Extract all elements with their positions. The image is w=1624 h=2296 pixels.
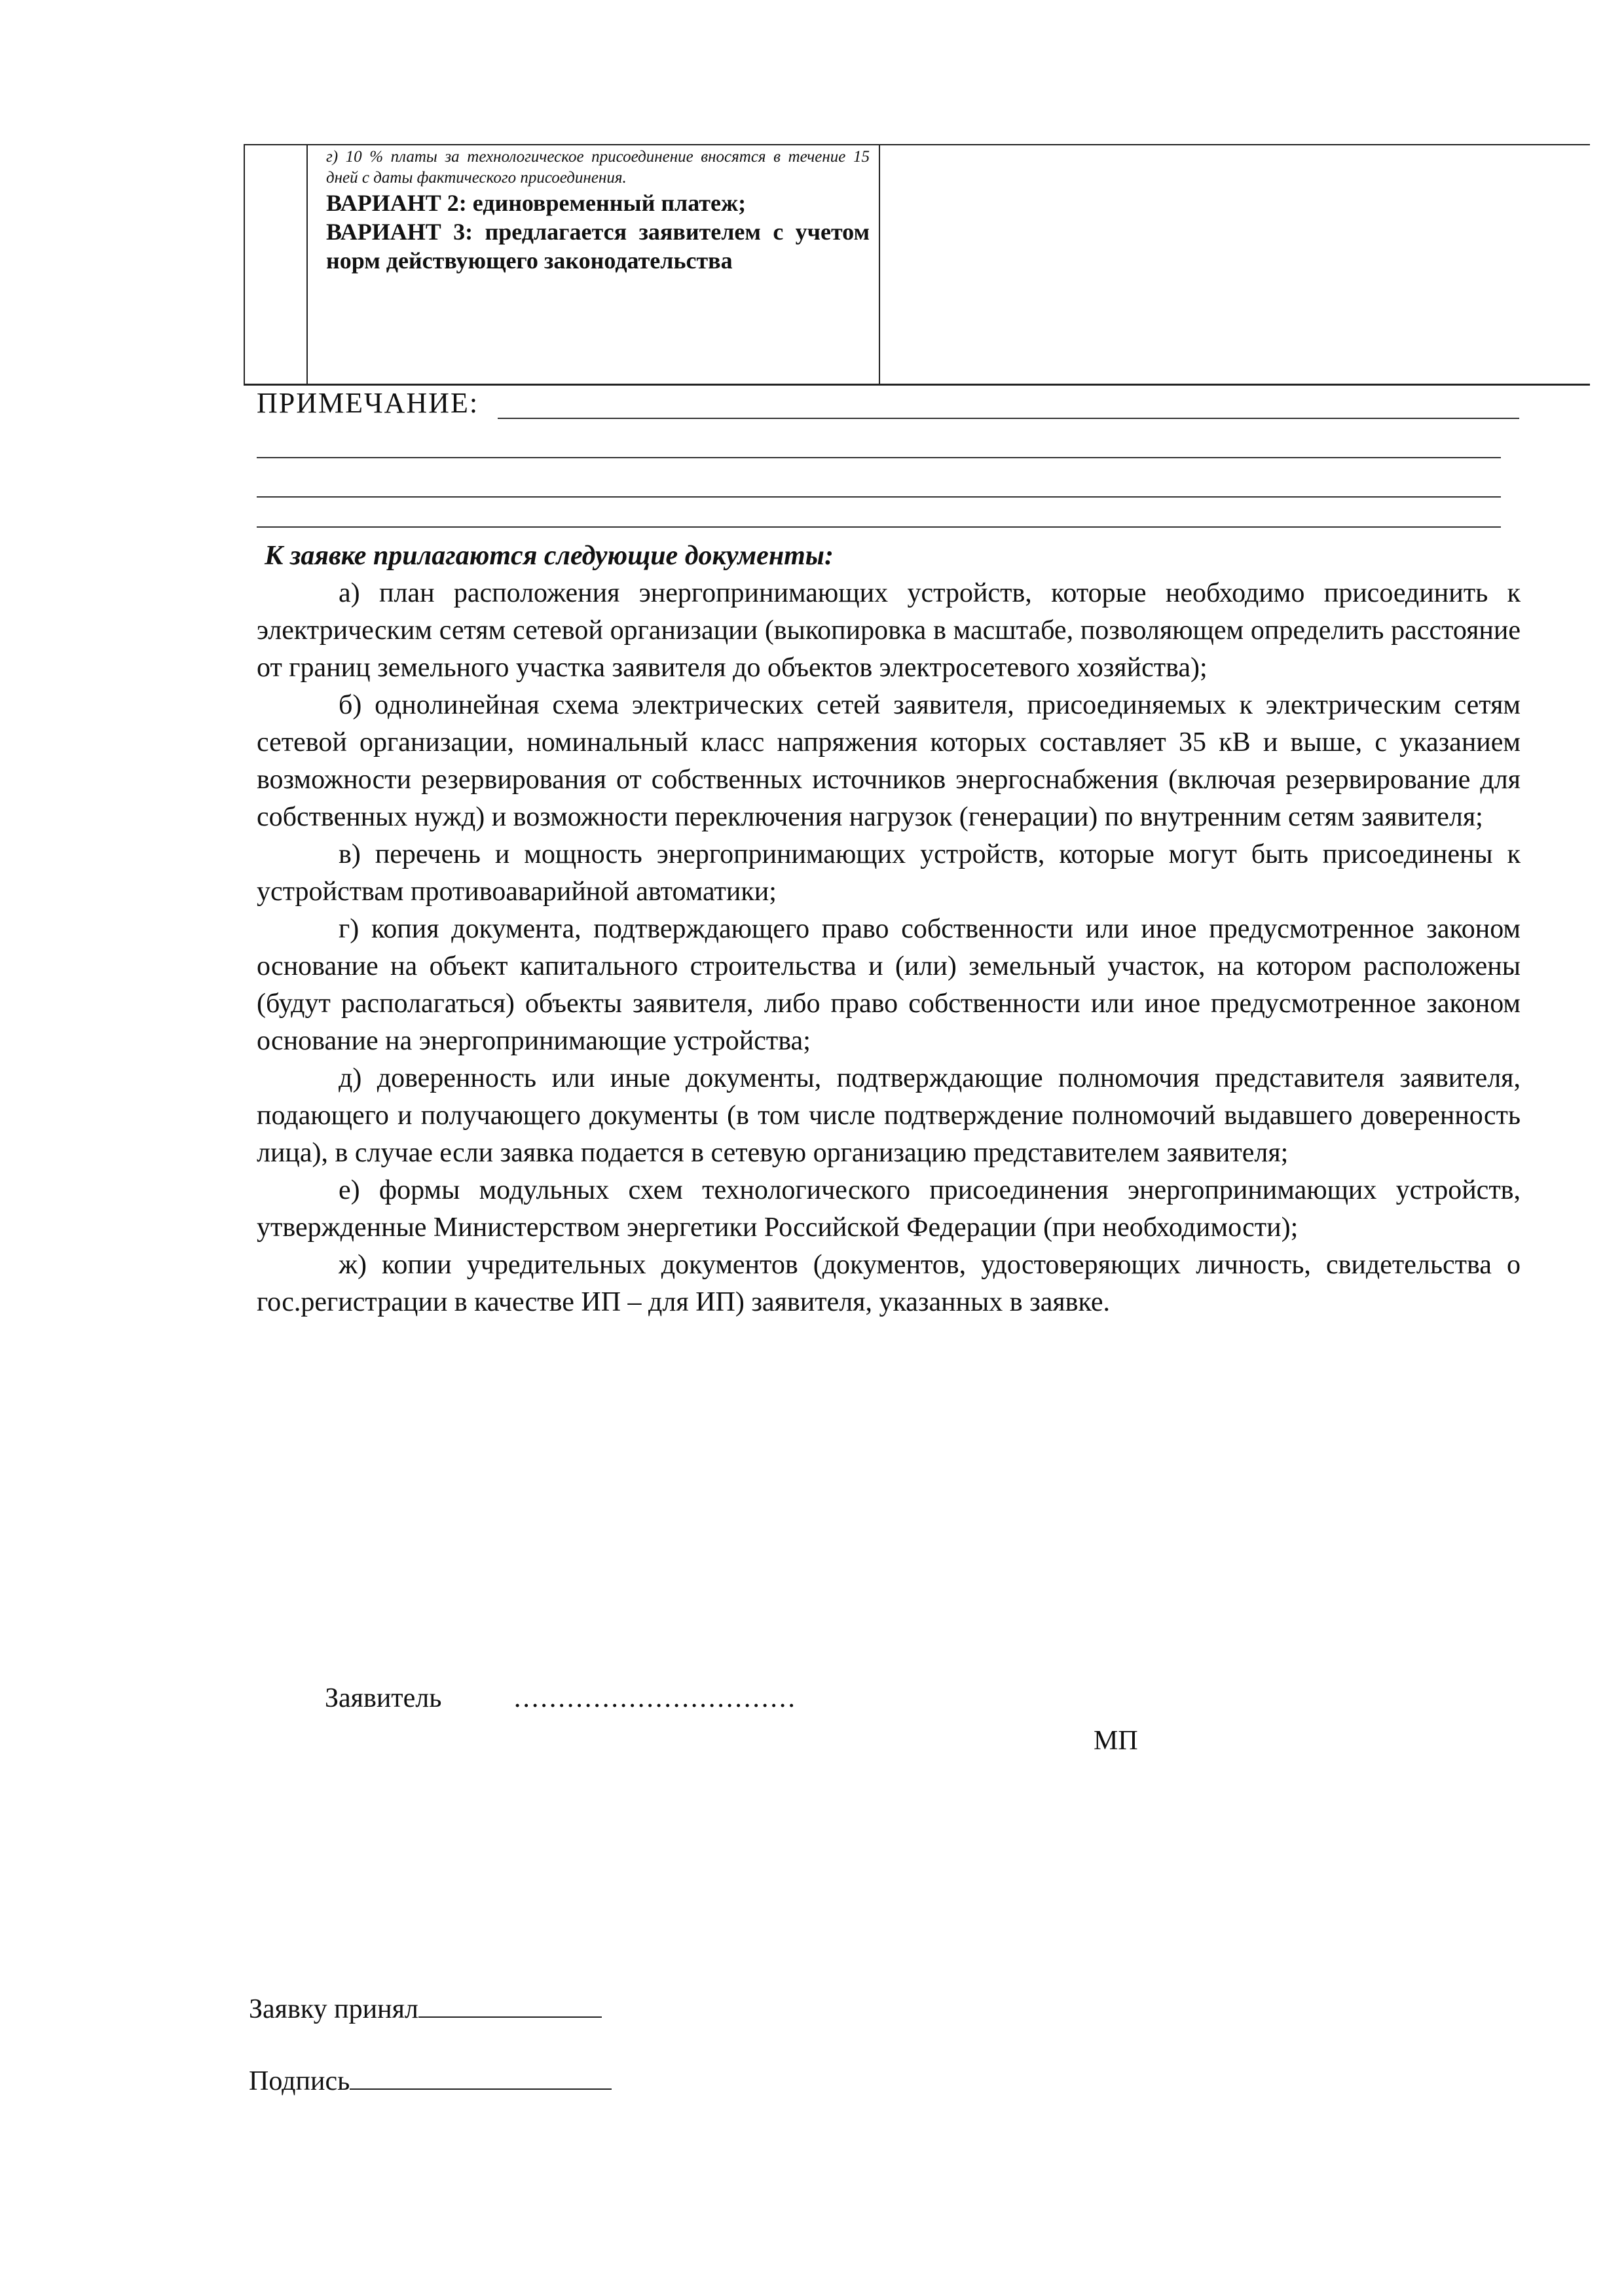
note-line-4 xyxy=(257,526,1501,528)
table-top-border xyxy=(244,144,1590,145)
accepted-by-line xyxy=(249,1990,602,2025)
accepted-label: Заявку принял xyxy=(249,1994,418,2024)
note-line-3 xyxy=(257,496,1501,498)
payment-variant-2: ВАРИАНТ 2: единовременный платеж; xyxy=(326,190,747,216)
table-left-border xyxy=(244,144,245,385)
signature-label: Подпись xyxy=(249,2066,350,2096)
note-line-1 xyxy=(498,418,1519,419)
applicant-signature-line xyxy=(325,1683,797,1714)
document-item-zh: ж) копии учредительных документов (документов, удостоверяющих личность, свидетельства о гос.регистрации в качестве ИП – для ИП) заявителя, указанных в заявке. xyxy=(257,1250,1521,1317)
payment-variant-3: ВАРИАНТ 3: предлагается заявителем с учетом норм действующего законодательства xyxy=(326,219,870,274)
document-item-d: д) доверенность или иные документы, подтверждающие полномочия представителя заявителя, подающего и получающего документы (в том числе подтверждение полномочий выдавшего доверенность лица), в случае если заявка подается в сетевую организацию представителем заявителя; xyxy=(257,1063,1521,1168)
applicant-signature-dots: ................................ xyxy=(513,1683,797,1713)
payment-terms-cell xyxy=(326,147,870,275)
document-item-v: в) перечень и мощность энергопринимающих устройств, которые могут быть присоединены к устройствам противоаварийной автоматики; xyxy=(257,839,1521,907)
payment-item-g: г) 10 % платы за технологическое присоединение вносятся в течение 15 дней с даты фактического присоединения. xyxy=(326,148,870,187)
note-line-2 xyxy=(257,457,1501,458)
signature-blank xyxy=(350,2062,612,2090)
applicant-label: Заявитель xyxy=(325,1683,442,1713)
note-label: ПРИМЕЧАНИЕ: xyxy=(257,387,479,419)
stamp-place: МП xyxy=(1094,1726,1138,1756)
accepted-blank xyxy=(418,1990,602,2018)
document-item-g: г) копия документа, подтверждающего право собственности или иное предусмотренное законом основание на объект капитального строительства и (или) земельный участок, на котором расположены (будут располагаться) объекты заявителя, либо право собственности или иное предусмотренное законом основание на энергопринимающие устройства; xyxy=(257,914,1521,1056)
document-item-a: а) план расположения энергопринимающих устройств, которые необходимо присоединить к электрическим сетям сетевой организации (выкопировка в масштабе, позволяющем определить расстояние от границ земельного участка заявителя до объектов электросетевого хозяйства); xyxy=(257,578,1521,683)
documents-header: К заявке прилагаются следующие документы: xyxy=(265,541,834,571)
document-item-e: е) формы модульных схем технологического присоединения энергопринимающих устройств, утвержденные Министерством энергетики Российской Федерации (при необходимости); xyxy=(257,1175,1521,1243)
attached-documents-section xyxy=(257,537,1521,1321)
table-column-divider-1 xyxy=(306,144,308,385)
document-item-b: б) однолинейная схема электрических сетей заявителя, присоединяемых к электрическим сетям сетевой организации, номинальный класс напряжения которых составляет 35 кВ и выше, с указанием возможности резервирования от собственных источников энергоснабжения (включая резервирование для собственных нужд) и возможности переключения нагрузок (генерации) по внутренним сетям заявителя; xyxy=(257,690,1521,832)
table-column-divider-2 xyxy=(879,144,880,385)
table-bottom-border xyxy=(244,384,1590,386)
conditions-table xyxy=(244,144,1590,385)
signature-line xyxy=(249,2062,612,2097)
